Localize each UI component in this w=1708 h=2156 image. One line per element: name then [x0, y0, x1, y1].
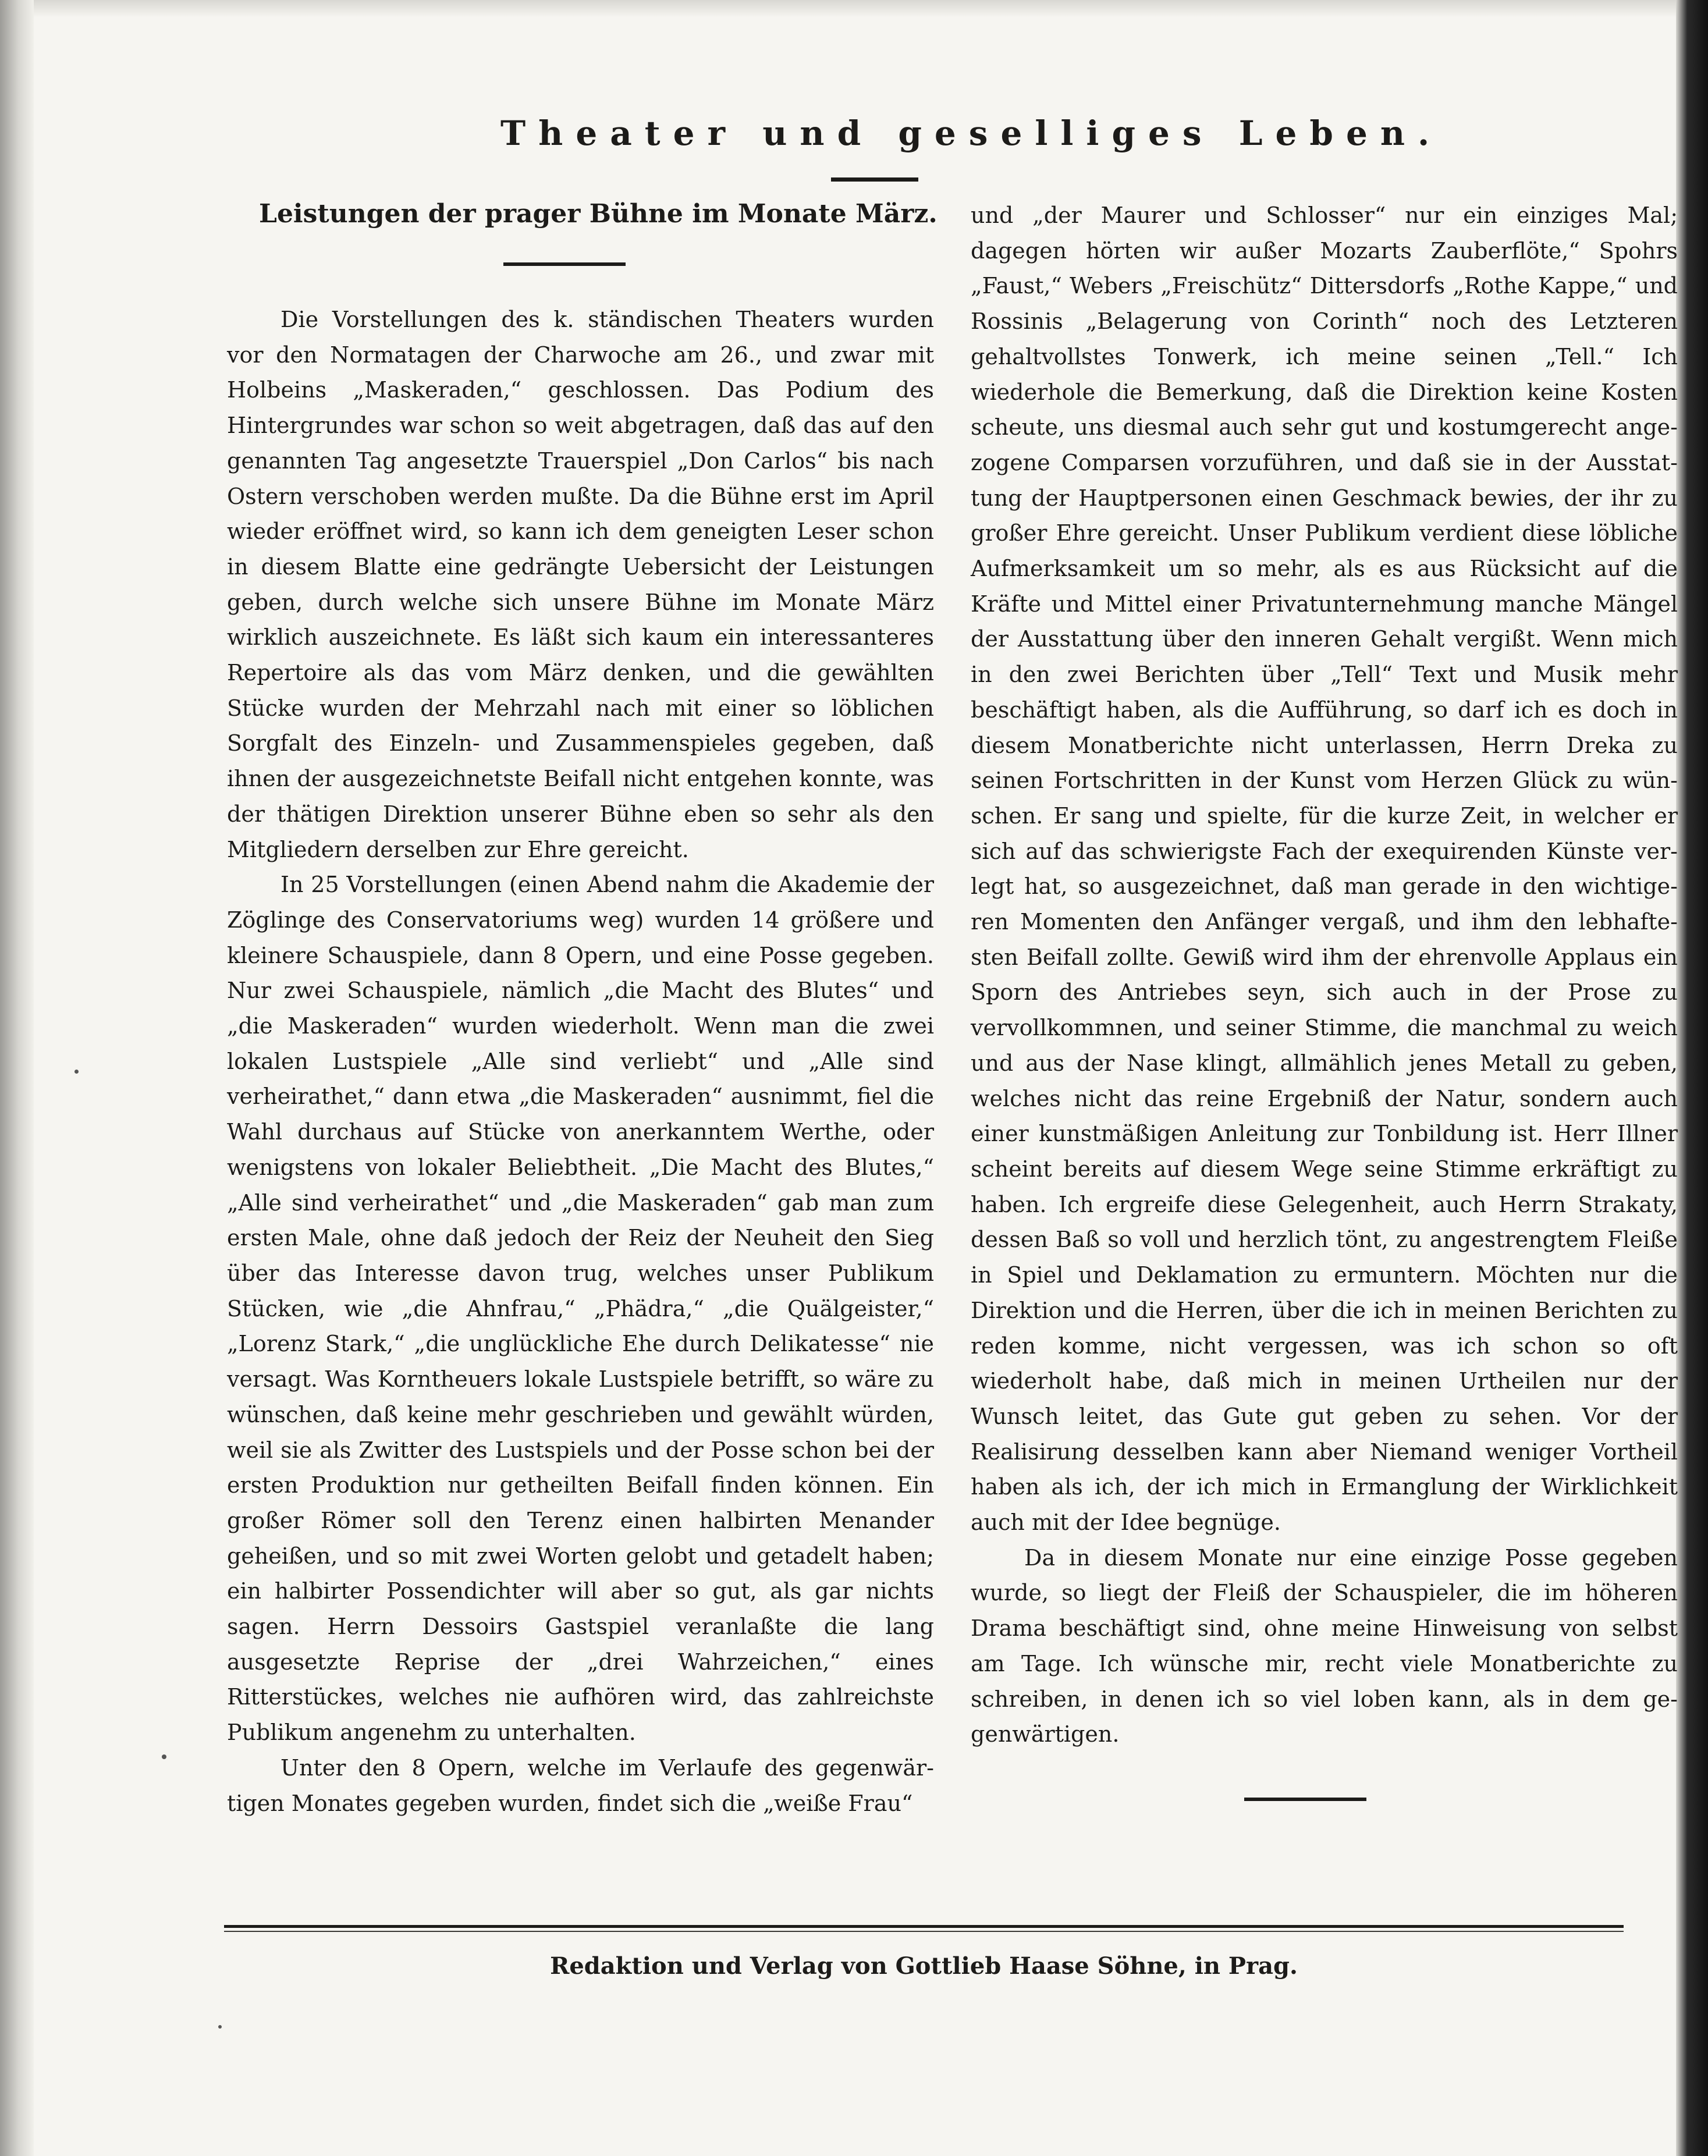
title-rule — [503, 262, 626, 266]
paragraph-4: Da in diesem Monate nur eine einzige Posse gegeben wurde, so liegt der Fleiß der Schauspieler, die im höheren Drama beschäftigt sind, ohne meine Hinweisung von selbst am Tage. Ich wünsche mir, recht viele Monatberichte zu schreiben, in denen ich so viel loben kann, als in dem gegenwärtigen. — [971, 1544, 1678, 1747]
publisher-imprint: Redaktion und Verlag von Gottlieb Haase Söhne, in Prag. — [550, 1952, 1298, 1980]
paragraph-3-continued: und „der Maurer und Schlosser“ nur ein einziges Mal; dagegen hörten wir außer Mozarts Zauberflöte,“ Spohrs „Faust,“ Webers „Freischütz“ Dittersdorfs „Rothe Kappe,“ und Rossinis „Belagerung von Corinth“ noch des Letzteren gehaltvollstes Tonwerk, ich meine seinen „Tell.“ Ich wiederhole die Bemerkung, daß die Direktion keine Kosten scheute, uns diesmal auch sehr gut und kostumgerecht angezogene Comparsen vorzuführen, und daß sie in der Ausstattung der Hauptpersonen einen Geschmack bewies, der ihr zu großer Ehre gereicht. Unser Publikum verdient diese löbliche Aufmerksamkeit um so mehr, als es aus Rücksicht auf die Kräfte und Mittel einer Privatunternehmung manche Mängel der Ausstattung über den inneren Gehalt vergißt. Wenn mich in den zwei Berichten über „Tell“ Text und Musik mehr beschäftigt haben, als die Aufführung, so darf ich es doch in diesem Monatberichte nicht unterlassen, Herrn Dreka zu seinen Fortschritten in der Kunst vom Herzen Glück zu wünschen. Er sang und spielte, für die kurze Zeit, in welcher er sich auf das schwierigste Fach der exequirenden Künste verlegt hat, so ausgezeichnet, daß man gerade in den wichtigeren Momenten den Anfänger vergaß, und ihm den lebhaftesten Beifall zollte. Gewiß wird ihm der ehrenvolle Applaus ein Sporn des Antriebes seyn, sich auch in der Prose zu vervollkommnen, und seiner Stimme, die manchmal zu weich und aus der Nase klingt, allmählich jenes Metall zu geben, welches nicht das reine Ergebniß der Natur, sondern auch einer kunstmäßigen Anleitung zur Tonbildung ist. Herr Illner scheint bereits auf diesem Wege seine Stimme erkräftigt zu haben. Ich ergreife diese Gelegenheit, auch Herrn Strakaty, dessen Baß so voll und herzlich tönt, zu angestrengtem Fleiße in Spiel und Deklamation zu ermuntern. Möchten nur die Direktion und die Herren, über die ich in meinen Berichten zu reden komme, nicht vergessen, was ich schon so oft wiederholt habe, daß mich in meinen Urtheilen nur der Wunsch leitet, das Gute gut geben zu sehen. Vor der Realisirung desselben kann aber Niemand weniger Vortheil haben als ich, der ich mich in Ermanglung der Wirklichkeit auch mit der Idee begnüge. — [971, 203, 1678, 1536]
print-speck — [218, 2025, 222, 2029]
footer-rule — [224, 1925, 1624, 1928]
footer-rule-thin — [224, 1931, 1624, 1932]
left-column — [227, 198, 938, 1821]
paragraph-2: In 25 Vorstellungen (einen Abend nahm die Akademie der Zöglinge des Conservatoriums weg) wurden 14 größere und kleinere Schauspiele, dann 8 Opern, und eine Posse gegeben. Nur zwei Schauspiele, nämlich „die Macht des Blutes“ und „die Maskeraden“ wurden wiederholt. Wenn man die zwei lokalen Lustspiele „Alle sind verliebt“ und „Alle sind verheirathet,“ dann etwa „die Maskeraden“ ausnimmt, fiel die Wahl durchaus auf Stücke von anerkanntem Werthe, oder wenigstens von lokaler Beliebtheit. „Die Macht des Blutes,“ „Alle sind verheirathet“ und „die Maskeraden“ gab man zum ersten Male, ohne daß jedoch der Reiz der Neuheit den Sieg über das Interesse davon trug, welches unser Publikum Stücken, wie „die Ahnfrau,“ „Phädra,“ „die Quälgeister,“ „Lorenz Stark,“ „die unglückliche Ehe durch Delikatesse“ nie versagt. Was Korntheuers lokale Lustspiele betrifft, so wäre zu wünschen, daß keine mehr geschrieben und gewählt würden, weil sie als Zwitter des Lustspiels und der Posse schon bei der ersten Produktion nur getheilten Beifall finden können. Ein großer Römer soll den Terenz einen halbirten Menander geheißen, und so mit zwei Worten gelobt und getadelt haben; ein halbirter Possendichter will aber so gut, als gar nichts sagen. Herrn Dessoirs Gastspiel veranlaßte die lang ausgesetzte Reprise der „drei Wahrzeichen,“ eines Ritterstückes, welches nie aufhören wird, das zahlreichste Publikum angenehm zu unterhalten. — [227, 872, 934, 1746]
article-title: Leistungen der prager Bühne im Monate März. — [259, 199, 938, 229]
end-rule — [1244, 1798, 1366, 1801]
page-right-edge — [1676, 0, 1708, 2156]
right-column — [971, 198, 1678, 1801]
paragraph-3: Unter den 8 Opern, welche im Verlaufe des gegenwärtigen Monates gegeben wurden, findet sich die „weiße Frau“ — [227, 1754, 934, 1816]
print-speck — [162, 1754, 166, 1759]
page-top-shadow — [34, 0, 1676, 17]
section-header: Theater und geselliges Leben. — [500, 113, 1443, 153]
header-rule — [831, 177, 918, 182]
paragraph-1: Die Vorstellungen des k. ständischen Theaters wurden vor den Normatagen der Charwoche am 26., und zwar mit Holbeins „Maskeraden,“ geschlossen. Das Podium des Hintergrundes war schon so weit abgetragen, daß das auf den genannten Tag angesetzte Trauerspiel „Don Carlos“ bis nach Ostern verschoben werden mußte. Da die Bühne erst im April wieder eröffnet wird, so kann ich dem geneigten Leser schon in diesem Blatte eine gedrängte Uebersicht der Leistungen geben, durch welche sich unsere Bühne im Monate März wirklich auszeichnete. Es läßt sich kaum ein interessanteres Repertoire als das vom März denken, und die gewählten Stücke wurden der Mehrzahl nach mit einer so löblichen Sorgfalt des Einzeln- und Zusammenspieles gegeben, daß ihnen der ausgezeichnetste Beifall nicht entgehen konnte, was der thätigen Direktion unserer Bühne eben so sehr als den Mitgliedern derselben zur Ehre gereicht. — [227, 307, 934, 862]
print-speck — [74, 1070, 79, 1074]
page-binding-edge — [0, 0, 34, 2156]
